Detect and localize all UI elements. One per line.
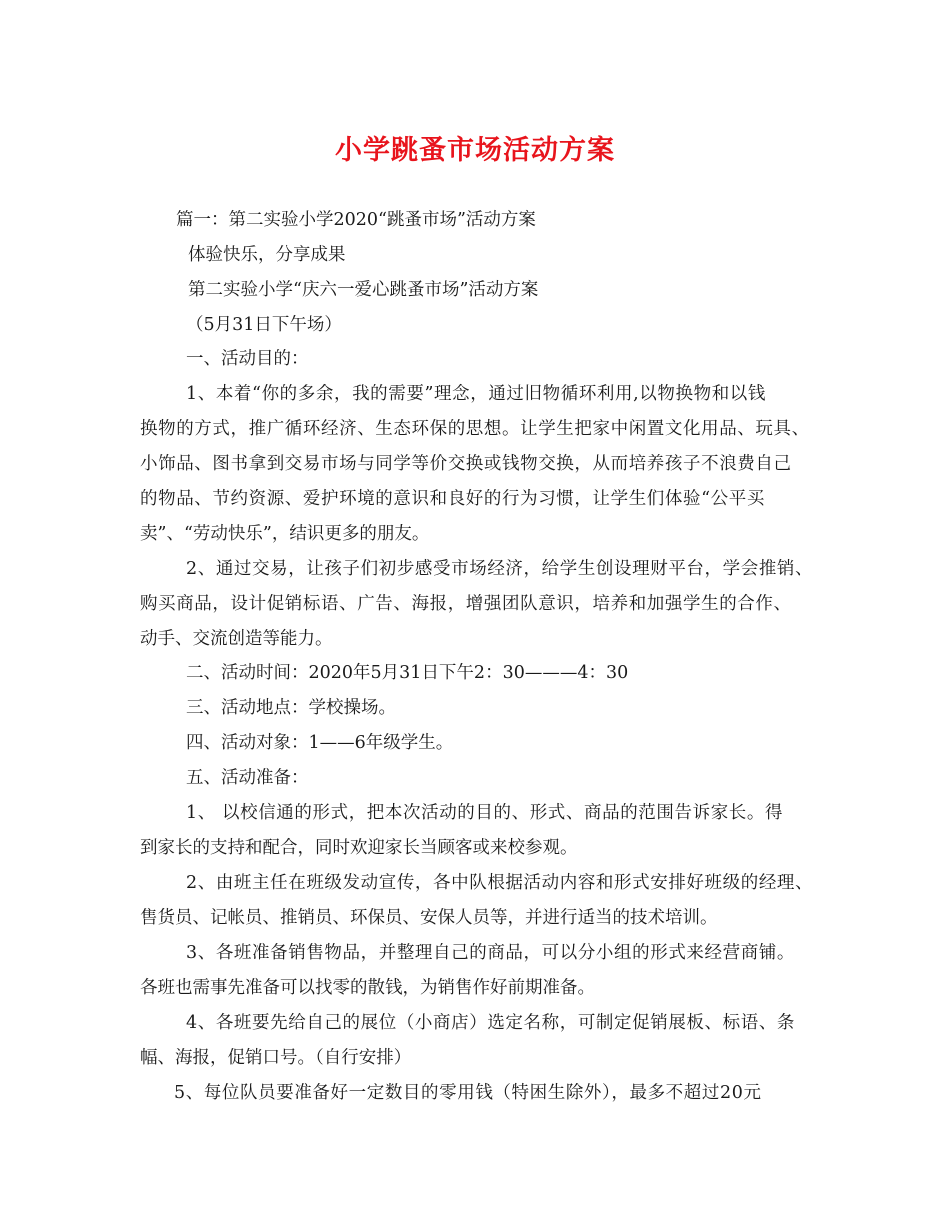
text-line: 各班也需事先准备可以找零的散钱，为销售作好前期准备。 <box>140 978 595 998</box>
text-line: 幅、海报，促销口号。（自行安排） <box>140 1048 412 1068</box>
text-line: 3、各班准备销售物品，并整理自己的商品，可以分小组的形式来经营商铺。 <box>186 943 796 963</box>
text-line: 4、各班要先给自己的展位（小商店）选定名称，可制定促销展板、标语、条 <box>186 1013 796 1033</box>
section-heading: 一、活动目的： <box>186 349 309 369</box>
text-line: 到家长的支持和配合，同时欢迎家长当顾客或来校参观。 <box>140 838 578 858</box>
text-line: 2、通过交易，让孩子们初步感受市场经济，给学生创设理财平台，学会推销、 <box>186 559 814 579</box>
section-heading: 四、活动对象：1——6年级学生。 <box>186 733 454 753</box>
text-line: 小饰品、图书拿到交易市场与同学等价交换或钱物交换，从而培养孩子不浪费自己 <box>140 454 792 474</box>
section-heading: 五、活动准备： <box>186 768 309 788</box>
text-line: 1、本着“你的多余，我的需要”理念，通过旧物循环利用,以物换物和以钱 <box>186 384 766 404</box>
text-line: 购买商品，设计促销标语、广告、海报，增强团队意识，培养和加强学生的合作、 <box>140 594 792 614</box>
text-line: 第二实验小学“庆六一爱心跳蚤市场”活动方案 <box>188 280 539 300</box>
text-line: 换物的方式，推广循环经济、生态环保的思想。让学生把家中闲置文化用品、玩具、 <box>140 419 810 439</box>
section-heading: 三、活动地点：学校操场。 <box>186 698 396 718</box>
text-line: 体验快乐，分享成果 <box>188 245 346 265</box>
text-line: 篇一：第二实验小学2020“跳蚤市场”活动方案 <box>176 210 536 230</box>
text-line: 1、 以校信通的形式，把本次活动的目的、形式、商品的范围告诉家长。得 <box>186 803 784 823</box>
text-line: 2、由班主任在班级发动宣传，各中队根据活动内容和形式安排好班级的经理、 <box>186 873 814 893</box>
text-line: （5月31日下午场） <box>186 315 342 335</box>
section-heading: 二、活动时间：2020年5月31日下午2：30———4：30 <box>186 663 629 683</box>
text-line: 5、每位队员要准备好一定数目的零用钱（特困生除外），最多不超过20元 <box>174 1083 762 1103</box>
document-title: 小学跳蚤市场活动方案 <box>335 135 615 166</box>
text-line: 卖”、“劳动快乐”，结识更多的朋友。 <box>140 524 430 544</box>
text-line: 售货员、记帐员、推销员、环保员、安保人员等，并进行适当的技术培训。 <box>140 908 718 928</box>
text-line: 的物品、节约资源、爱护环境的意识和良好的行为习惯，让学生们体验“公平买 <box>140 489 765 509</box>
text-line: 动手、交流创造等能力。 <box>140 629 333 649</box>
